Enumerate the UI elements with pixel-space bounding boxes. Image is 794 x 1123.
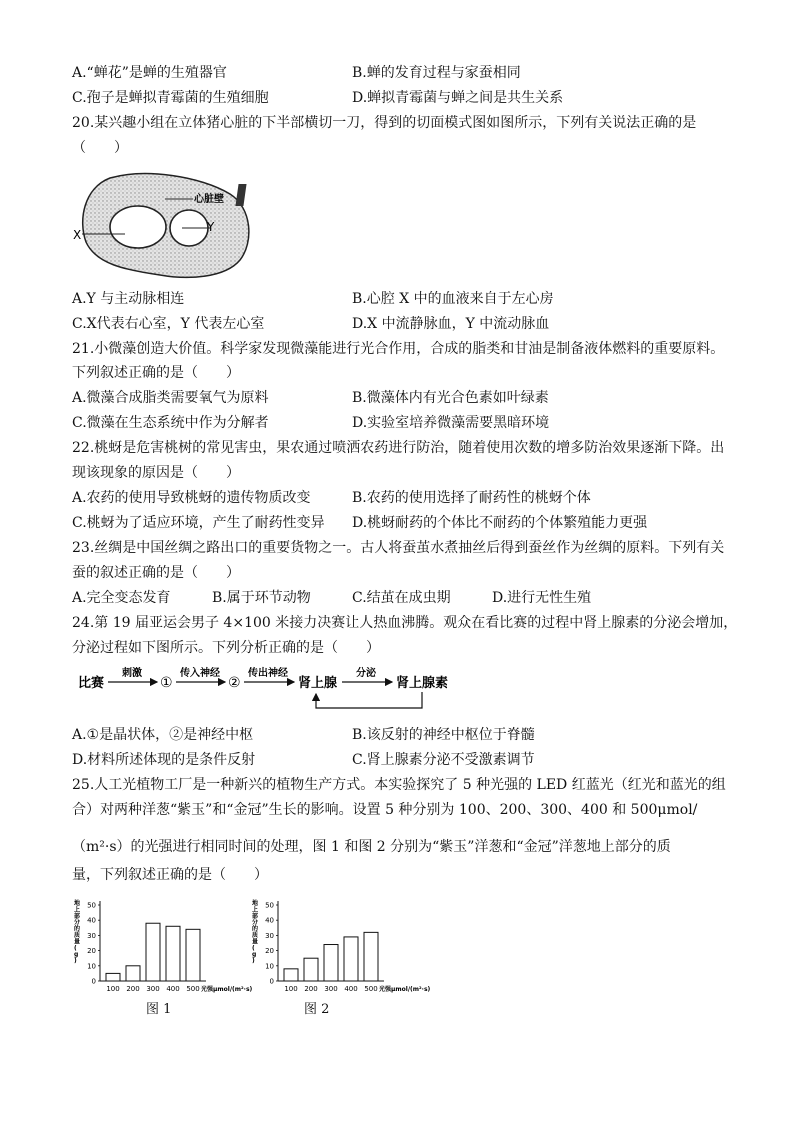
ylabel-char: 质 (74, 932, 81, 939)
q24-stem-line2: 分泌过程如下图所示。下列分析正确的是（ ） (72, 640, 380, 656)
q22-stem-line1: 22.桃蚜是危害桃树的常见害虫，果农通过喷洒农药进行防治，随着使用次数的增多防治效果逐渐下降。出 (72, 440, 725, 456)
q20-option-c: C.X代表右心室，Y 代表左心室 (72, 316, 265, 332)
ylabel-char: ( (252, 944, 255, 952)
x-tick-label: 300 (146, 985, 160, 993)
q24-option-c: D.材料所述体现的是条件反射 (72, 752, 256, 768)
q25-stem-line3: （m²·s）的光强进行相同时间的处理，图 1 和图 2 分别为“紫玉”洋葱和“金冠”洋葱地上部分的质 (72, 839, 671, 855)
flow-start: 比赛 (78, 676, 105, 691)
q23-stem-line1: 23.丝绸是中国丝绸之路出口的重要货物之一。古人将蚕茧水煮抽丝后得到蚕丝作为丝绸的原料。下列有关 (72, 540, 725, 556)
chamber-x (110, 206, 166, 248)
q21-option-c: C.微藻在生态系统中作为分解者 (72, 415, 269, 431)
x-tick-label: 100 (284, 985, 298, 993)
ylabel-char: 上 (252, 906, 259, 914)
q19-option-a: A.“蝉花”是蝉的生殖器官 (72, 65, 227, 81)
ylabel-char: ) (252, 957, 255, 965)
ylabel-char: 的 (252, 925, 259, 933)
q19-option-d: D.蝉拟青霉菌与蝉之间是共生关系 (352, 90, 564, 106)
q21-stem-line1: 21.小微藻创造大价值。科学家发现微藻能进行光合作用，合成的脂类和甘油是制备液体燃料的重要原料。 (72, 341, 725, 357)
q24-option-b: B.该反射的神经中枢位于脊髓 (352, 727, 535, 743)
q21-option-d: D.实验室培养微藻需要黑暗环境 (352, 415, 550, 431)
flow-arrow1-label: 刺激 (122, 668, 142, 679)
y-tick-label: 40 (87, 916, 96, 925)
ylabel-char: g (252, 951, 257, 959)
y-tick-label: 30 (265, 931, 274, 940)
ylabel-char: 分 (252, 919, 259, 927)
xlabel: 光强μmol/(m²·s) (379, 986, 431, 993)
bar-500 (364, 932, 378, 981)
q20-stem-line1: 20.某兴趣小组在立体猪心脏的下半部横切一刀，得到的切面模式图如图所示，下列有关说法正确的是 (72, 115, 697, 131)
bar-200 (304, 958, 318, 981)
ylabel-char: 的 (74, 925, 81, 933)
q23-option-d: D.进行无性生殖 (492, 590, 592, 606)
q23-option-a: A.完全变态发育 (72, 590, 171, 606)
y-tick-label: 0 (91, 977, 96, 986)
q24-stem-line1: 24.第 19 届亚运会男子 4×100 米接力决赛让人热血沸腾。观众在看比赛的过程中肾上腺素的分泌会增加， (72, 615, 738, 631)
flow-node1: ① (160, 675, 173, 691)
fig1-caption: 图 1 (146, 1002, 172, 1017)
x-tick-label: 500 (186, 985, 200, 993)
y-label: Y (207, 220, 215, 234)
ylabel-char: 部 (252, 912, 259, 920)
reflex-flow-diagram (72, 662, 472, 714)
bar-100 (284, 969, 298, 981)
y-tick-label: 10 (87, 962, 96, 971)
q21-option-b: B.微藻体内有光合色素如叶绿素 (352, 390, 549, 406)
x-tick-label: 200 (304, 985, 318, 993)
bar-chart-fig2 (250, 895, 440, 995)
q22-option-d: D.桃蚜耐药的个体比不耐药的个体繁殖能力更强 (352, 515, 648, 531)
fig2-caption: 图 2 (304, 1002, 330, 1017)
flow-arrow2-label: 传入神经 (180, 668, 220, 679)
x-tick-label: 200 (126, 985, 140, 993)
y-tick-label: 40 (265, 916, 274, 925)
q19-option-c: C.孢子是蝉拟青霉菌的生殖细胞 (72, 90, 269, 106)
ylabel-char: 地 (74, 900, 81, 907)
ylabel-char: 上 (74, 906, 81, 914)
flow-arrow3-label: 传出神经 (248, 668, 288, 679)
q24-option-a: A.①是晶状体，②是神经中枢 (72, 727, 254, 743)
flow-node2: ② (228, 675, 241, 691)
heart-cross-section-diagram (70, 172, 260, 284)
flow-end: 肾上腺素 (396, 676, 449, 691)
x-tick-label: 400 (166, 985, 180, 993)
bar-chart-fig1 (72, 895, 252, 995)
q21-stem-line2: 下列叙述正确的是（ ） (72, 365, 240, 381)
q22-stem-line2: 现该现象的原因是（ ） (72, 465, 240, 481)
ylabel-char: 量 (74, 938, 81, 946)
q19-option-b: B.蝉的发育过程与家蚕相同 (352, 65, 521, 81)
y-tick-label: 50 (87, 901, 96, 910)
bar-300 (146, 923, 160, 981)
ylabel-char: ( (74, 944, 77, 952)
ylabel-char: 部 (74, 912, 81, 920)
q25-stem-line4: 量，下列叙述正确的是（ ） (72, 867, 268, 883)
y-tick-label: 20 (265, 947, 274, 956)
q21-option-a: A.微藻合成脂类需要氧气为原料 (72, 390, 269, 406)
q20-option-a: A.Y 与主动脉相连 (72, 291, 185, 307)
feedback-loop-line (316, 692, 422, 708)
heart-wall-label: 心脏壁 (194, 194, 224, 205)
q20-option-b: B.心腔 X 中的血液来自于左心房 (352, 291, 554, 307)
bar-300 (324, 945, 338, 981)
q23-stem-line2: 蚕的叙述正确的是（ ） (72, 565, 240, 581)
x-tick-label: 400 (344, 985, 358, 993)
y-tick-label: 50 (265, 901, 274, 910)
q23-option-c: C.结茧在成虫期 (352, 590, 451, 606)
ylabel-char: 地 (252, 900, 259, 907)
q20-stem-line2: （ ） (72, 140, 128, 156)
flow-gland: 肾上腺 (298, 676, 338, 691)
flow-arrow4-label: 分泌 (356, 668, 376, 679)
x-tick-label: 500 (364, 985, 378, 993)
y-tick-label: 10 (265, 962, 274, 971)
q22-option-b: B.农药的使用选择了耐药性的桃蚜个体 (352, 490, 591, 506)
bar-500 (186, 929, 200, 981)
y-tick-label: 0 (269, 977, 274, 986)
x-tick-label: 300 (324, 985, 338, 993)
x-label: X (73, 228, 82, 242)
q25-stem-line2: 合）对两种洋葱“紫玉”和“金冠”生长的影响。设置 5 种分别为 100、200、300、400 和 500μmol/ (72, 802, 698, 818)
q22-option-a: A.农药的使用导致桃蚜的遗传物质改变 (72, 490, 311, 506)
bar-100 (106, 973, 120, 981)
y-tick-label: 30 (87, 931, 96, 940)
bar-400 (166, 926, 180, 981)
q24-option-d: C.肾上腺素分泌不受激素调节 (352, 752, 535, 768)
q25-stem-line1: 25.人工光植物工厂是一种新兴的植物生产方式。本实验探究了 5 种光强的 LED 红蓝光（红光和蓝光的组 (72, 777, 726, 793)
ylabel-char: 分 (74, 919, 81, 927)
q20-option-d: D.X 中流静脉血，Y 中流动脉血 (352, 316, 550, 332)
x-tick-label: 100 (106, 985, 120, 993)
bar-400 (344, 937, 358, 981)
q23-option-b: B.属于环节动物 (212, 590, 311, 606)
xlabel: 光强μmol/(m²·s) (201, 986, 252, 993)
ylabel-char: g (74, 951, 79, 959)
ylabel-char: 质 (252, 932, 259, 939)
bar-200 (126, 966, 140, 981)
q22-option-c: C.桃蚜为了适应环境，产生了耐药性变异 (72, 515, 325, 531)
ylabel-char: ) (74, 957, 77, 965)
y-tick-label: 20 (87, 947, 96, 956)
ylabel-char: 量 (252, 938, 259, 946)
